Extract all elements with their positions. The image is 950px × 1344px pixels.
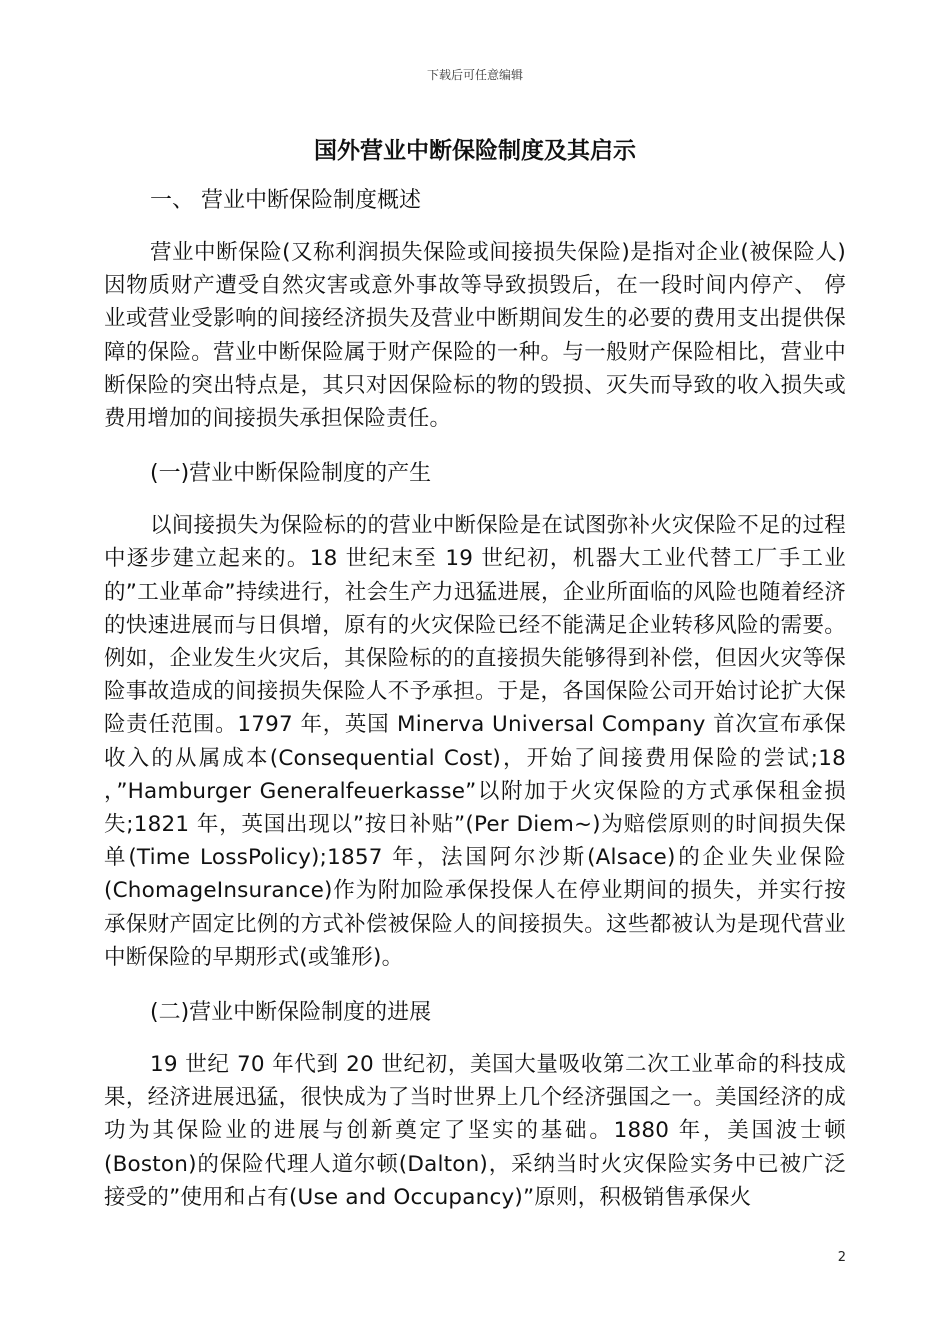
document-body: [104, 184, 846, 1214]
document-title: 国外营业中断保险制度及其启示: [314, 138, 636, 164]
sub-heading-origin: (一)营业中断保险制度的产生: [150, 461, 432, 487]
section-heading-overview: 一、 营业中断保险制度概述: [150, 188, 421, 213]
page-number: 2: [837, 1250, 846, 1265]
sub-heading-development: (二)营业中断保险制度的进展: [150, 1000, 432, 1026]
paragraph-overview: 营业中断保险(又称利润损失保险或间接损失保险)是指对企业(被保险人)因物质财产遭受自然灾害或意外事故等导致损毁后，在一段时间内停产、 停业或营业受影响的间接经济损失及营业中断期间发生的必要的费用支出提供保障的保险。营业中断保险属于财产保险的一种。与一般财产保险相比，营业中断保险的突出特点是，其只对因保险标的物的毁损、灭失而导致的收入损失或费用增加的间接损失承担保险责任。: [104, 240, 846, 432]
page-header-note: 下载后可任意编辑: [426, 68, 523, 82]
paragraph-origin: 以间接损失为保险标的的营业中断保险是在试图弥补火灾保险不足的过程中逐步建立起来的。18 世纪末至 19 世纪初，机器大工业代替工厂手工业的”工业革命”持续进行，社会生产力迅猛进展，企业所面临的风险也随着经济的快速进展而与日俱增，原有的火灾保险已经不能满足企业转移风险的需要。例如，企业发生火灾后，其保险标的的直接损失能够得到补偿，但因火灾等保险事故造成的间接损失保险人不予承担。于是，各国保险公司开始讨论扩大保险责任范围。1797 年，英国 Minerva Universal Company 首次宣布承保收入的从属成本(Consequential Cost)，开始了间接费用保险的尝试;18 ，”Hamburger Generalfeuerkasse”以附加于火灾保险的方式承保租金损失;1821 年，英国出现以”按日补贴”(Per Diem~)为赔偿原则的时间损失保单(Time LossPolicy);1857 年，法国阿尔沙斯(Alsace)的企业失业保险(ChomageInsurance)作为附加险承保投保人在停业期间的损失，并实行按承保财产固定比例的方式补偿被保险人的间接损失。这些都被认为是现代营业中断保险的早期形式(或雏形)。: [104, 513, 846, 970]
paragraph-development: 19 世纪 70 年代到 20 世纪初，美国大量吸收第二次工业革命的科技成果，经济进展迅猛，很快成为了当时世界上几个经济强国之一。美国经济的成功为其保险业的进展与创新奠定了坚实的基础。1880 年，美国波士顿(Boston)的保险代理人道尔顿(Dalton)，采纳当时火灾保险实务中已被广泛接受的”使用和占有(Use and Occupancy)”原则，积极销售承保火: [104, 1052, 846, 1210]
